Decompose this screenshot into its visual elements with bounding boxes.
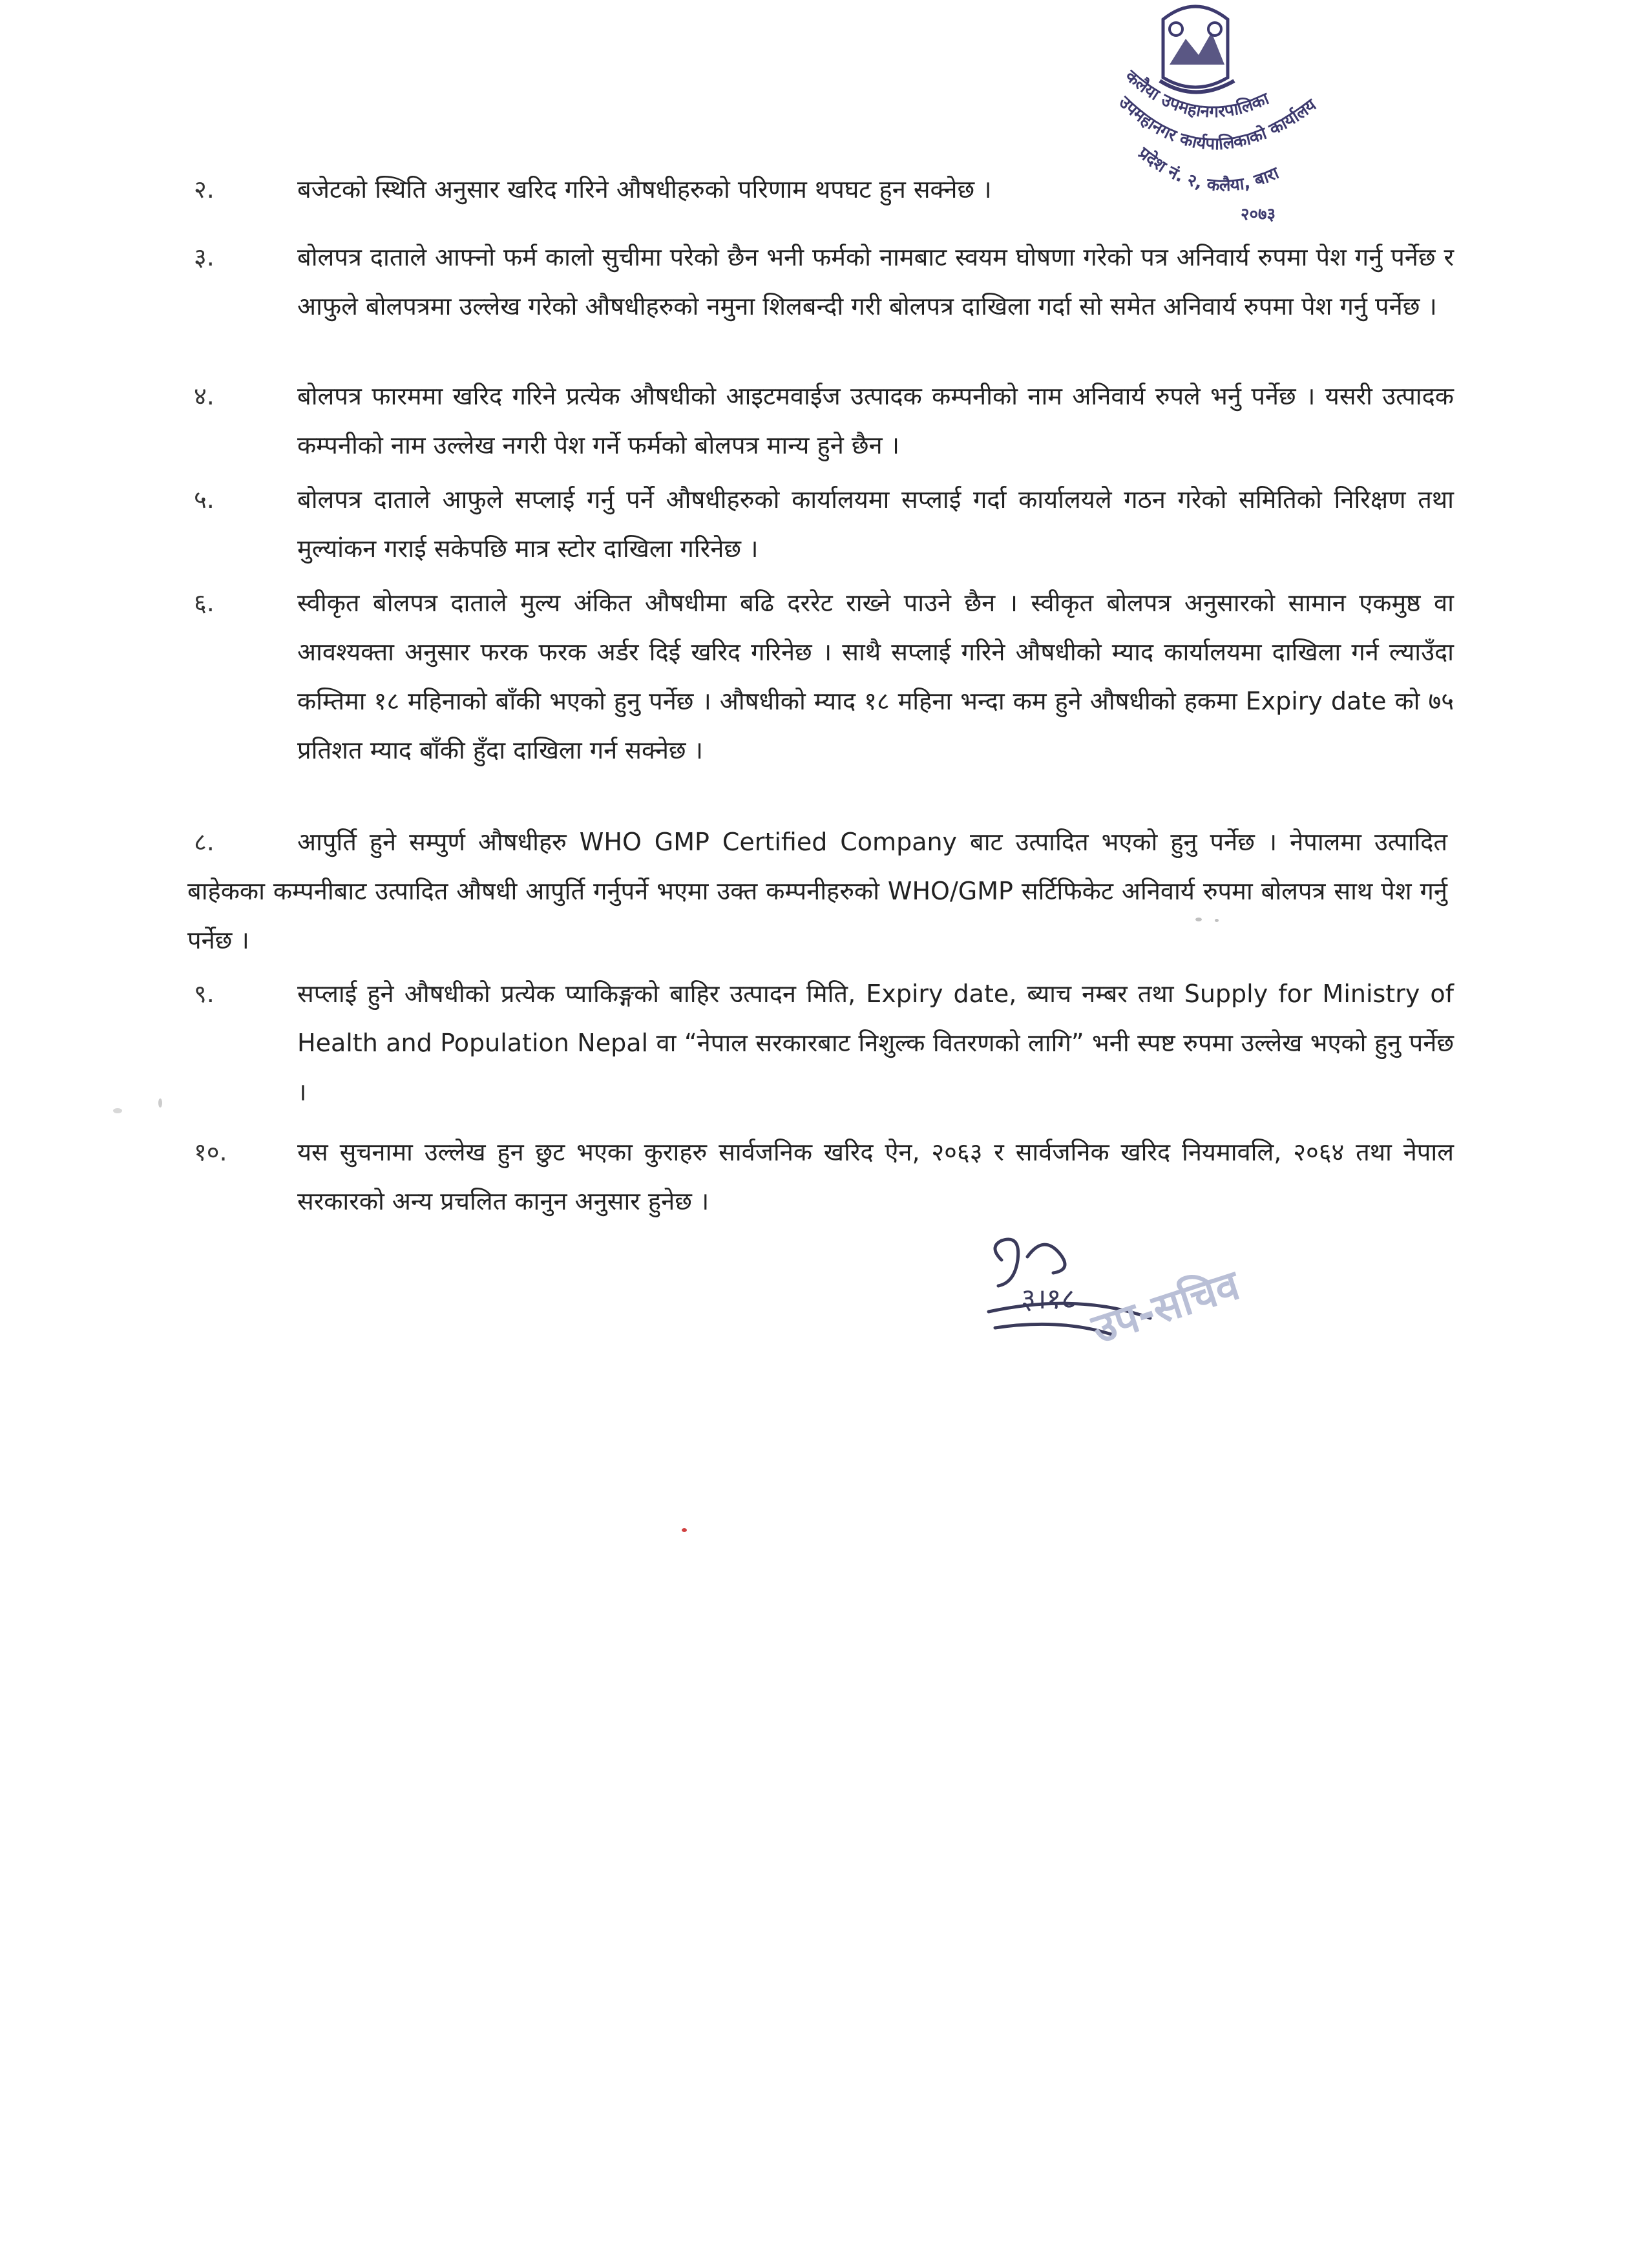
item-number: ६. <box>194 589 215 617</box>
item-number: ५. <box>194 485 215 514</box>
scan-speck <box>158 1098 162 1108</box>
scan-speck <box>113 1108 122 1113</box>
item-number: ४. <box>194 382 215 410</box>
stamp-line-2: उपमहानगर कार्यपालिकाको कार्यालय <box>1115 92 1320 154</box>
item-text: बोलपत्र दाताले आफ्नो फर्म कालो सुचीमा परेको छैन भनी फर्मको नामबाट स्वयम घोषणा गरेको पत्र अनिवार्य रुपमा पेश गर्नु पर्नेछ र आफुले बोलपत्रमा उल्लेख गरेको औषधीहरुको नमुना शिलबन्दी गरी बोलपत्र दाखिला गर्दा सो समेत अनिवार्य रुपमा पेश गर्नु पर्नेछ । <box>297 243 1454 320</box>
item-text: बोलपत्र दाताले आफुले सप्लाई गर्नु पर्ने औषधीहरुको कार्यालयमा सप्लाई गर्दा कार्यालयले गठन गरेको समितिको निरिक्षण तथा मुल्यांकन गराई सकेपछि मात्र स्टोर दाखिला गरिनेछ । <box>297 485 1454 563</box>
item-number: ९. <box>194 980 215 1008</box>
office-stamp <box>1079 0 1363 258</box>
item-text: सप्लाई हुने औषधीको प्रत्येक प्याकिङ्गको बाहिर उत्पादन मिति, Expiry date, ब्याच नम्बर तथा Supply for Ministry of Health and Population Nepal वा “नेपाल सरकारबाट निशुल्क वितरणको लागि” भनी स्पष्ट रुपमा उल्लेख भएको हुनु पर्नेछ । <box>297 980 1454 1106</box>
item-number: ८. <box>194 828 215 856</box>
emblem-icon <box>1160 6 1234 92</box>
item-number: ३. <box>194 243 215 271</box>
item-text: बोलपत्र फारममा खरिद गरिने प्रत्येक औषधीको आइटमवाईज उत्पादक कम्पनीको नाम अनिवार्य रुपले भर्नु पर्नेछ । यसरी उत्पादक कम्पनीको नाम उल्लेख नगरी पेश गर्ने फर्मको बोलपत्र मान्य हुने छैन । <box>297 382 1454 459</box>
item-text: आपुर्ति हुने सम्पुर्ण औषधीहरु WHO GMP Certified Company बाट उत्पादित भएको हुनु पर्नेछ । नेपालमा उत्पादित बाहेकका कम्पनीबाट उत्पादित औषधी आपुर्ति गर्नुपर्ने भएमा उक्त कम्पनीहरुको WHO/GMP सर्टिफिकेट अनिवार्य रुपमा बोलपत्र साथ पेश गर्नु पर्नेछ । <box>187 828 1447 954</box>
scan-speck <box>682 1528 687 1532</box>
svg-text:उपमहानगर कार्यपालिकाको कार्याल <box>1114 92 1320 154</box>
signature-block <box>982 1221 1318 1376</box>
signature-date: ३।१८ <box>1021 1283 1077 1316</box>
item-text: बजेटको स्थिति अनुसार खरिद गरिने औषधीहरुको परिणाम थपघट हुन सक्नेछ । <box>297 175 992 204</box>
stamp-line-1: कलैया उपमहानगरपालिका <box>1121 66 1272 122</box>
item-text: यस सुचनामा उल्लेख हुन छुट भएका कुराहरु सार्वजनिक खरिद ऐन, २०६३ र सार्वजनिक खरिद नियमावलि, २०६४ तथा नेपाल सरकारको अन्य प्रचलित कानुन अनुसार हुनेछ । <box>297 1138 1454 1215</box>
scan-speck <box>1195 918 1202 921</box>
designation-stamp: उप-सचिव <box>1086 1261 1246 1354</box>
item-number: १०. <box>194 1138 227 1166</box>
stamp-line-3: प्रदेश नं. २, कलैया, बारा <box>1134 143 1282 196</box>
item-number: २. <box>194 175 215 204</box>
scan-speck <box>1215 919 1219 922</box>
stamp-year: २०७३ <box>1241 205 1276 224</box>
item-text: स्वीकृत बोलपत्र दाताले मुल्य अंकित औषधीमा बढि दररेट राख्ने पाउने छैन । स्वीकृत बोलपत्र अनुसारको सामान एकमुष्ठ वा आवश्यक्ता अनुसार फरक फरक अर्डर दिई खरिद गरिनेछ । साथै सप्लाई गरिने औषधीको म्याद कार्यालयमा दाखिला गर्न ल्याउँदा कम्तिमा १८ महिनाको बाँकी भएको हुनु पर्नेछ । औषधीको म्याद १८ महिना भन्दा कम हुने औषधीको हकमा Expiry date को ७५ प्रतिशत म्याद बाँकी हुँदा दाखिला गर्न सक्नेछ । <box>297 589 1454 764</box>
